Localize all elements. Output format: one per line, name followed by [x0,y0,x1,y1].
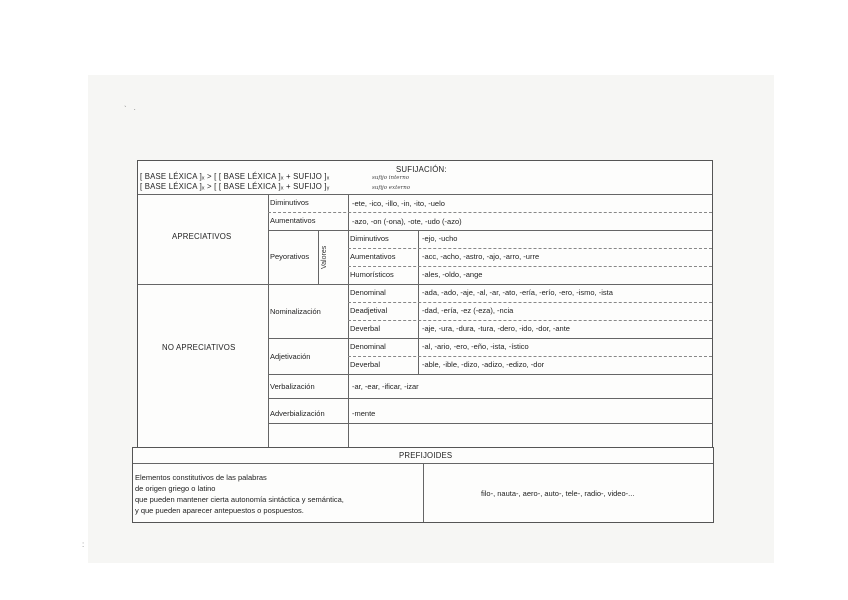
row-label: Aumentativos [270,216,316,225]
sufijacion-title: SUFIJACIÓN: [396,165,447,174]
row-label: Deadjetival [350,306,388,315]
row-value: -ete, -ico, -illo, -in, -ito, -uelo [352,199,445,208]
note-external: sufijo externo [372,185,411,191]
formula-external: [ BASE LÉXICA ]ₓ > [ [ BASE LÉXICA ]ₓ + SUFIJO ]ᵧ [140,182,330,191]
divider [318,230,319,284]
row-label: Deverbal [350,324,381,333]
prefijoides-examples: filo-, nauta-, aero-, auto-, tele-, radio-, video-... [481,489,635,498]
divider [348,302,712,303]
no-apreciativos-label: NO APRECIATIVOS [162,343,236,352]
divider [268,338,712,339]
desc-line: y que pueden aparecer antepuestos o pospuestos. [135,506,304,515]
divider [268,374,712,375]
divider [423,463,424,522]
scan-mark: ` · [124,105,136,114]
divider [418,230,419,284]
divider [348,266,712,267]
row-label: Denominal [350,288,386,297]
divider [348,248,712,249]
divider [418,284,419,374]
row-value: -al, -ario, -ero, -eño, -ista, -ístico [422,342,529,351]
row-label: Verbalización [270,382,315,391]
divider [348,356,712,357]
divider [138,284,268,285]
divider [348,320,712,321]
row-value: -acc, -acho, -astro, -ajo, -arro, -urre [422,252,540,261]
row-label: Peyorativos [270,252,310,261]
row-label: Adverbialización [270,409,325,418]
scanned-page [88,75,774,563]
prefijoides-title: PREFIJOIDES [399,451,453,460]
row-value: -able, -ible, -dizo, -adizo, -edizo, -dor [422,360,545,369]
divider [138,194,712,195]
row-value: -ar, -ear, -ificar, -izar [352,382,419,391]
row-value: -ejo, -ucho [422,234,458,243]
desc-line: de origen griego o latino [135,484,216,493]
row-label: Deverbal [350,360,381,369]
divider [268,230,712,231]
row-label: Diminutivos [270,198,309,207]
desc-line: Elementos constitutivos de las palabras [135,473,267,482]
apreciativos-label: APRECIATIVOS [172,232,232,241]
row-label: Nominalización [270,307,321,316]
row-value: -azo, -on (-ona), -ote, -udo (-azo) [352,217,462,226]
row-label: Aumentativos [350,252,396,261]
row-value: -mente [352,409,376,418]
row-value: -ada, -ado, -aje, -al, -ar, -ato, -ería, -erío, -ero, -ismo, -ista [422,288,613,297]
row-label: Denominal [350,342,386,351]
row-label: Adjetivación [270,352,311,361]
note-internal: sufijo interno [372,175,410,181]
row-value: -aje, -ura, -dura, -tura, -dero, -ido, -dor, -ante [422,324,570,333]
divider [268,398,712,399]
row-label: Humorísticos [350,270,394,279]
formula-internal: [ BASE LÉXICA ]ₓ > [ [ BASE LÉXICA ]ₓ + SUFIJO ]ₓ [140,172,330,181]
row-value: -dad, -ería, -ez (-eza), -ncia [422,306,514,315]
row-value: -ales, -oldo, -ange [422,270,483,279]
divider [268,423,712,424]
scan-mark: : [82,540,85,549]
desc-line: que pueden mantener cierta autonomía sintáctica y semántica, [135,495,344,504]
divider [268,212,712,213]
divider [268,284,712,285]
prefijoides-table [132,447,714,523]
valores-label: Valores [321,245,328,269]
row-label: Diminutivos [350,234,389,243]
